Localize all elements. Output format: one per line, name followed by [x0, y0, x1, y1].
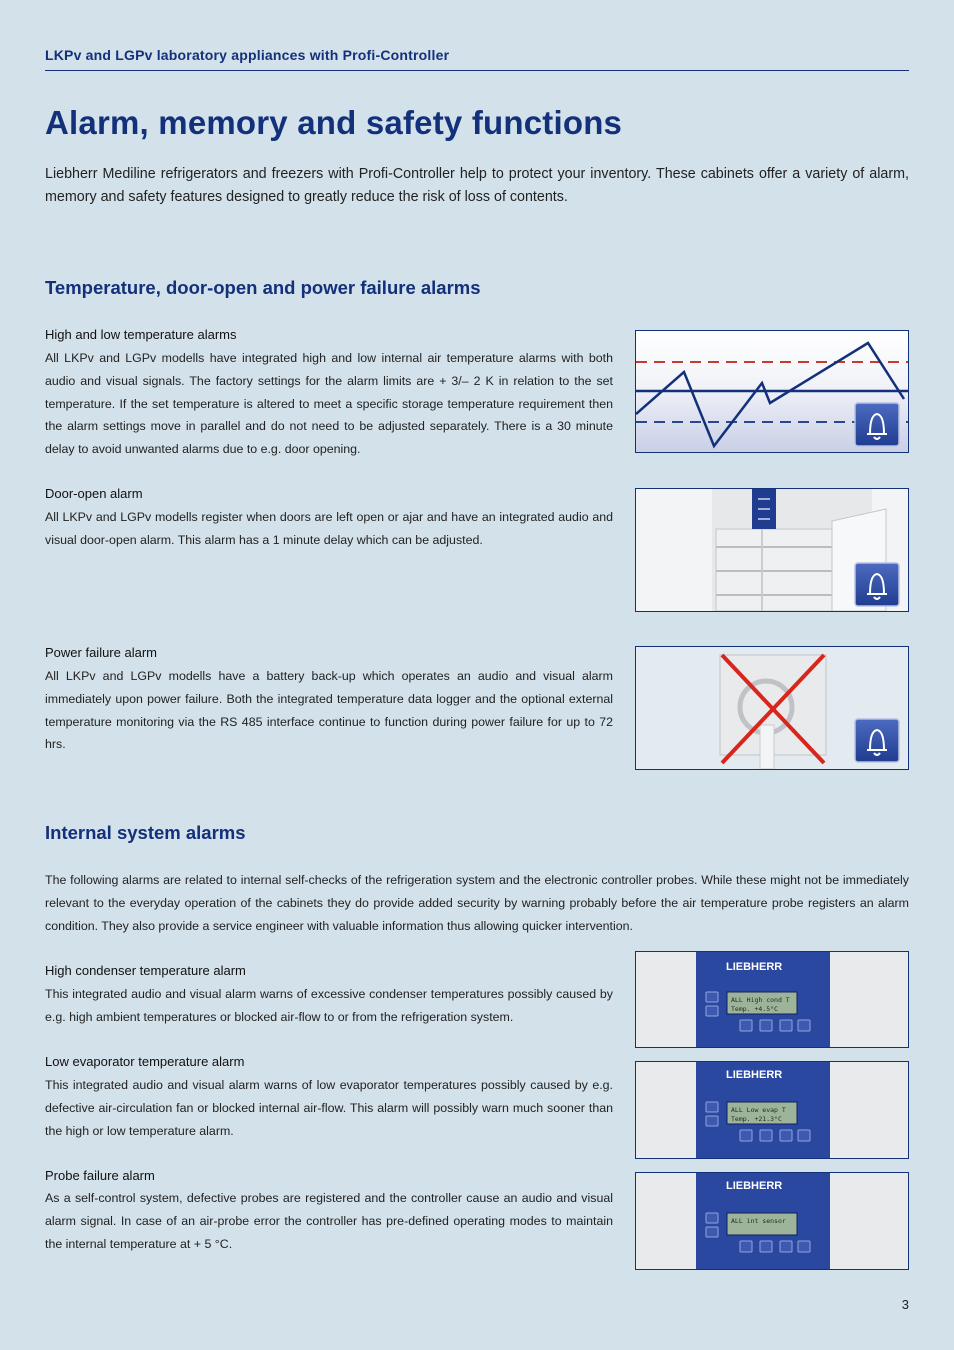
power-failure-illustration [635, 646, 909, 770]
section-heading-alarms: Temperature, door-open and power failure alarms [45, 277, 481, 298]
lcd-line-1: ALL Low evap T [731, 1106, 786, 1114]
header-rule [45, 70, 909, 71]
subheading-probe-failure-alarm: Probe failure alarm [45, 1168, 155, 1183]
page-number: 3 [901, 1297, 909, 1312]
subheading-high-condenser-alarm: High condenser temperature alarm [45, 963, 246, 978]
section-heading-internal-alarms: Internal system alarms [45, 822, 246, 843]
lcd-line-1: ALL int sensor [731, 1217, 786, 1225]
paragraph-probe-failure-alarm: As a self-control system, defective probes are registered and the controller cause an audio and visual alarm signal. In case of an air-probe error the controller has pre-defined operating modes to maintain the internal temperature at + 5 °C. [45, 1191, 613, 1251]
brand-logo-text: LIEBHERR [726, 961, 783, 973]
bell-icon [855, 719, 899, 762]
paragraph-door-open-alarm: All LKPv and LGPv modells register when doors are left open or ajar and have an integrated audio and visual door-open alarm. This alarm has a 1 minute delay which can be adjusted. [45, 510, 613, 547]
lcd-line-2: Temp. +21.3°C [731, 1115, 782, 1123]
controller-display-low-evaporator [635, 1061, 909, 1159]
temperature-graph-illustration [635, 330, 909, 453]
brand-logo-text: LIEBHERR [726, 1069, 783, 1081]
intro-paragraph: Liebherr Mediline refrigerators and freezers with Profi-Controller help to protect your inventory. These cabinets offer a variety of alarm, memory and safety features designed to greatly reduce the risk of loss of contents. [45, 166, 909, 205]
subheading-power-failure-alarm: Power failure alarm [45, 645, 157, 660]
door-open-illustration [635, 488, 909, 612]
brand-logo-text: LIEBHERR [726, 1180, 783, 1192]
paragraph-low-evaporator-alarm: This integrated audio and visual alarm warns of low evaporator temperatures possibly caused by e.g. defective air-circulation fan or blocked internal air-flow. This alarm will possibly warn much sooner than the high or low temperature alarm. [45, 1078, 613, 1138]
paragraph-internal-alarms-intro: The following alarms are related to internal self-checks of the refrigeration system and the electronic controller probes. While these might not be immediately relevant to the everyday operation of the cabinets they do provide added security by warning probably before the air temperature probe registers an alarm condition. They also provide a service engineer with valuable information thus allowing quicker intervention. [45, 873, 909, 933]
subheading-temperature-alarms: High and low temperature alarms [45, 327, 237, 342]
lcd-line-2: Temp. +4.5°C [731, 1005, 778, 1013]
controller-display-high-condenser [635, 951, 909, 1048]
subheading-door-open-alarm: Door-open alarm [45, 486, 143, 501]
running-header: LKPv and LGPv laboratory appliances with Profi-Controller [45, 47, 450, 63]
page-title: Alarm, memory and safety functions [45, 104, 623, 141]
paragraph-high-condenser-alarm: This integrated audio and visual alarm warns of excessive condenser temperatures possibly caused by e.g. high ambient temperatures or blocked air-flow to or from the refrigeration system. [45, 987, 613, 1024]
bell-icon [855, 403, 899, 446]
subheading-low-evaporator-alarm: Low evaporator temperature alarm [45, 1054, 245, 1069]
controller-display-probe-failure [635, 1172, 909, 1270]
paragraph-power-failure-alarm: All LKPv and LGPv modells have a battery back-up which operates an audio and visual alarm immediately upon power failure. Both the integrated temperature data logger and the optional external temperature monitoring via the RS 485 interface continue to function during power failure for up to 72 hrs. [45, 669, 613, 752]
bell-icon [855, 563, 899, 606]
paragraph-temperature-alarms: All LKPv and LGPv modells have integrated high and low internal air temperature alarms with both audio and visual signals. The factory settings for the alarm limits are + 3/– 2 K in relation to the set temperature. If the set temperature is altered to meet a specific storage temperature requirement then the alarm settings move in parallel and do not need to be adjusted separately. There is a 30 minute delay to avoid unwanted alarms due to e.g. door opening. [45, 351, 613, 457]
lcd-line-1: ALL High cond T [731, 996, 790, 1004]
